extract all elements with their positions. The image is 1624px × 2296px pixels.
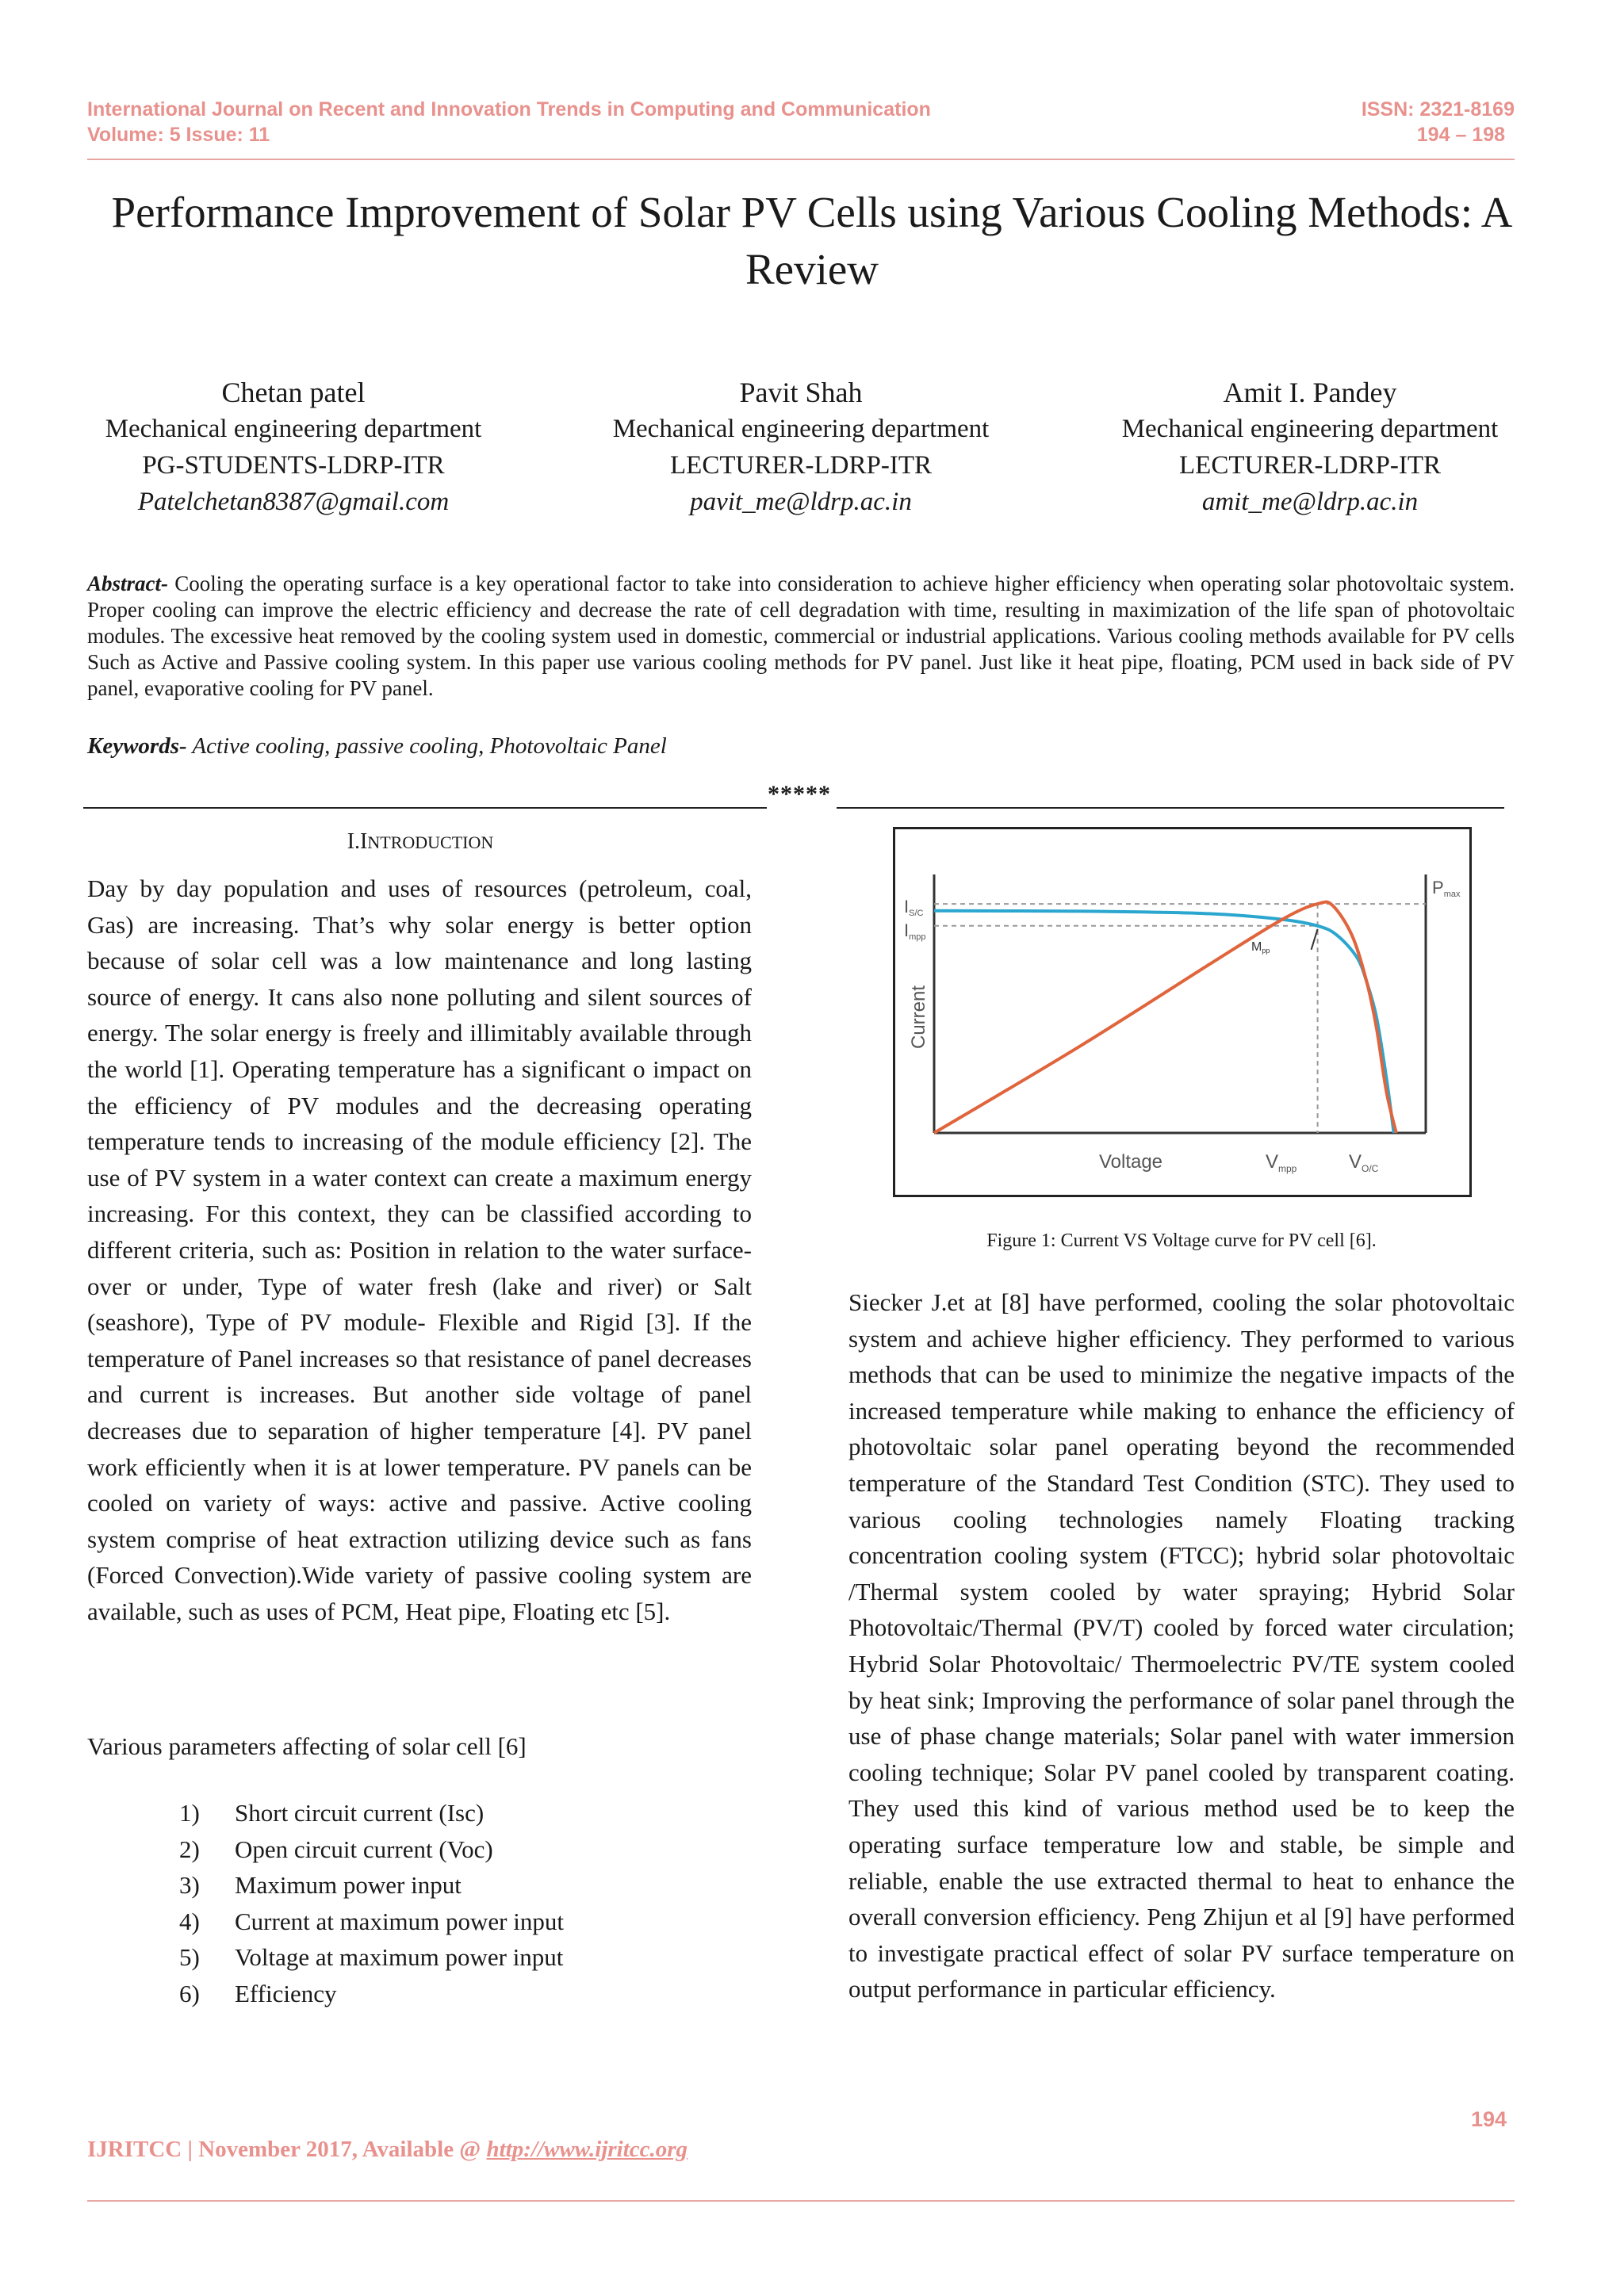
parameters-intro: Various parameters affecting of solar cell [6]	[87, 1732, 527, 1760]
section-title-rest: NTRODUCTION	[367, 832, 494, 852]
list-item: 5) Voltage at maximum power input	[179, 1943, 564, 1972]
parameters-list	[181, 1795, 564, 2012]
separator-line-right	[837, 807, 1504, 809]
vmpp-tick: $V_{mpp}$	[1266, 1151, 1297, 1174]
list-item: 2) Open circuit current (Voc)	[179, 1835, 493, 1863]
abstract-text: Cooling the operating surface is a key operational factor to take into consideration to achieve higher efficiency when operating solar photovoltaic system. Proper cooling can improve the electric efficiency and decrease the rate of cell degradation with time, resulting in maximization of the life span of photovoltaic modules. The excessive heat removed by the cooling system used in domestic, commercial or industrial applications. Various cooling methods available for PV cells Such as Active and Passive cooling system. In this paper use various cooling methods for PV panel. Just like it heat pipe, floating, PCM used in back side of PV panel, evaporative cooling for PV panel.	[87, 572, 1515, 700]
keywords-label: Keywords-	[87, 733, 187, 759]
header-rule	[87, 159, 1515, 160]
footer-rule	[87, 2200, 1515, 2202]
journal-volume: Volume: 5 Issue: 11	[87, 124, 270, 146]
footer-text: IJRITCC | November 2017, Available @	[87, 2137, 487, 2162]
author-name: Chetan patel	[221, 377, 366, 408]
list-item: 6) Efficiency	[179, 1979, 337, 2007]
abstract	[87, 571, 1515, 702]
keywords	[87, 733, 667, 760]
separator-line-left	[83, 807, 767, 809]
list-item: 4) Current at maximum power input	[179, 1907, 564, 1935]
right-paragraph: Siecker J.et at [8] have performed, cooling the solar photovoltaic system and achieve higher efficiency. They performed to various methods that can be used to minimize the negative impacts of the increased temperature while making to enhance the efficiency of photovoltaic solar panel operating beyond the recommended temperature of the Standard Test Condition (STC). They used to various cooling technologies namely Floating tracking concentration cooling system (FTCC); hybrid solar photovoltaic /Thermal system cooled by water spraying; Hybrid Solar Photovoltaic/Thermal (PV/T) cooled by forced water circulation; Hybrid Solar Photovoltaic/ Thermoelectric PV/TE system cooled by heat sink; Improving the performance of solar panel through the use of phase change materials; Solar panel with water immersion cooling technique; Solar PV panel cooled by transparent coating. They used this kind of various method used be to keep the operating surface temperature low and stable, be simple and reliable, enable the use extracted thermal to heat to enhance the overall conversion efficiency. Peng Zhijun et al [9] have performed to investigate practical effect of solar PV surface temperature on output performance in particular efficiency.	[848, 1288, 1515, 2003]
journal-issn: ISSN: 2321-8169	[1361, 98, 1515, 121]
y-axis-label: Current	[908, 985, 929, 1050]
author-dept: Mechanical engineering department	[1121, 415, 1499, 443]
author-block-3	[1080, 374, 1540, 520]
chart-frame	[894, 828, 1471, 1196]
author-role: PG-STUDENTS-LDRP-ITR	[142, 451, 445, 480]
section-title	[87, 829, 753, 855]
voc-tick: $V_{O/C}$	[1349, 1151, 1379, 1174]
author-dept: Mechanical engineering department	[105, 415, 482, 443]
impp-label: Impp	[904, 920, 926, 942]
journal-name: International Journal on Recent and Innovation Trends in Computing and Communication	[87, 98, 931, 121]
author-role: LECTURER-LDRP-ITR	[670, 451, 932, 480]
abstract-label: Abstract-	[87, 572, 169, 595]
isc-label: IS/C	[904, 897, 924, 918]
author-email: Patelchetan8387@gmail.com	[137, 488, 450, 516]
footer	[87, 2137, 688, 2163]
author-email: pavit_me@ldrp.ac.in	[690, 488, 912, 516]
section-numeral: I.I	[347, 829, 368, 854]
author-name: Pavit Shah	[739, 377, 863, 408]
author-block-1	[63, 374, 523, 520]
footer-link[interactable]: http://www.ijritcc.org	[486, 2137, 688, 2162]
x-axis-label: Voltage	[1098, 1151, 1163, 1173]
author-dept: Mechanical engineering department	[612, 415, 990, 443]
mpp-label: Mpp	[1251, 940, 1270, 955]
list-item: 3) Maximum power input	[179, 1871, 462, 1900]
author-block-2	[571, 374, 1031, 520]
figure-caption: Figure 1: Current VS Voltage curve for PV cell [6].	[986, 1230, 1377, 1251]
paper-title: Performance Improvement of Solar PV Cells using Various Cooling Methods: A Review	[111, 188, 1513, 293]
pmax-label: Pmax	[1432, 878, 1461, 899]
list-item: 1) Short circuit current (Isc)	[179, 1799, 485, 1827]
author-role: LECTURER-LDRP-ITR	[1179, 451, 1441, 480]
iv-chart	[893, 827, 1472, 1197]
separator-stars: *****	[768, 781, 831, 807]
page-number: 194	[1471, 2107, 1507, 2131]
journal-pages: 194 – 198	[1416, 124, 1505, 146]
author-name: Amit I. Pandey	[1223, 377, 1397, 408]
author-email: amit_me@ldrp.ac.in	[1201, 488, 1419, 516]
keywords-text: Active cooling, passive cooling, Photovoltaic Panel	[186, 733, 667, 759]
intro-paragraph: Day by day population and uses of resources (petroleum, coal, Gas) are increasing. That’s why solar energy is better option because of solar cell was a low maintenance and long lasting source of energy. It cans also none polluting and silent sources of energy. The solar energy is freely and illimitably available through the world [1]. Operating temperature has a significant o impact on the efficiency of PV modules and the decreasing operating temperature tends to increasing of the module efficiency [2]. The use of PV system in a water context can create a maximum energy increasing. For this context, they can be classified according to different criteria, such as: Position in relation to the water surface- over or under, Type of water fresh (lake and river) or Salt (seashore), Type of PV module- Flexible and Rigid [3]. If the temperature of Panel increases so that resistance of panel decreases and current is increases. But another side voltage of panel decreases due to separation of higher temperature [4]. PV panel work efficiently when it is at lower temperature. PV panels can be cooled on variety of ways: active and passive. Active cooling system comprise of heat extraction utilizing device such as fans (Forced Convection).Wide variety of passive cooling system are available, such as uses of PCM, Heat pipe, Floating etc [5].	[87, 874, 752, 1625]
